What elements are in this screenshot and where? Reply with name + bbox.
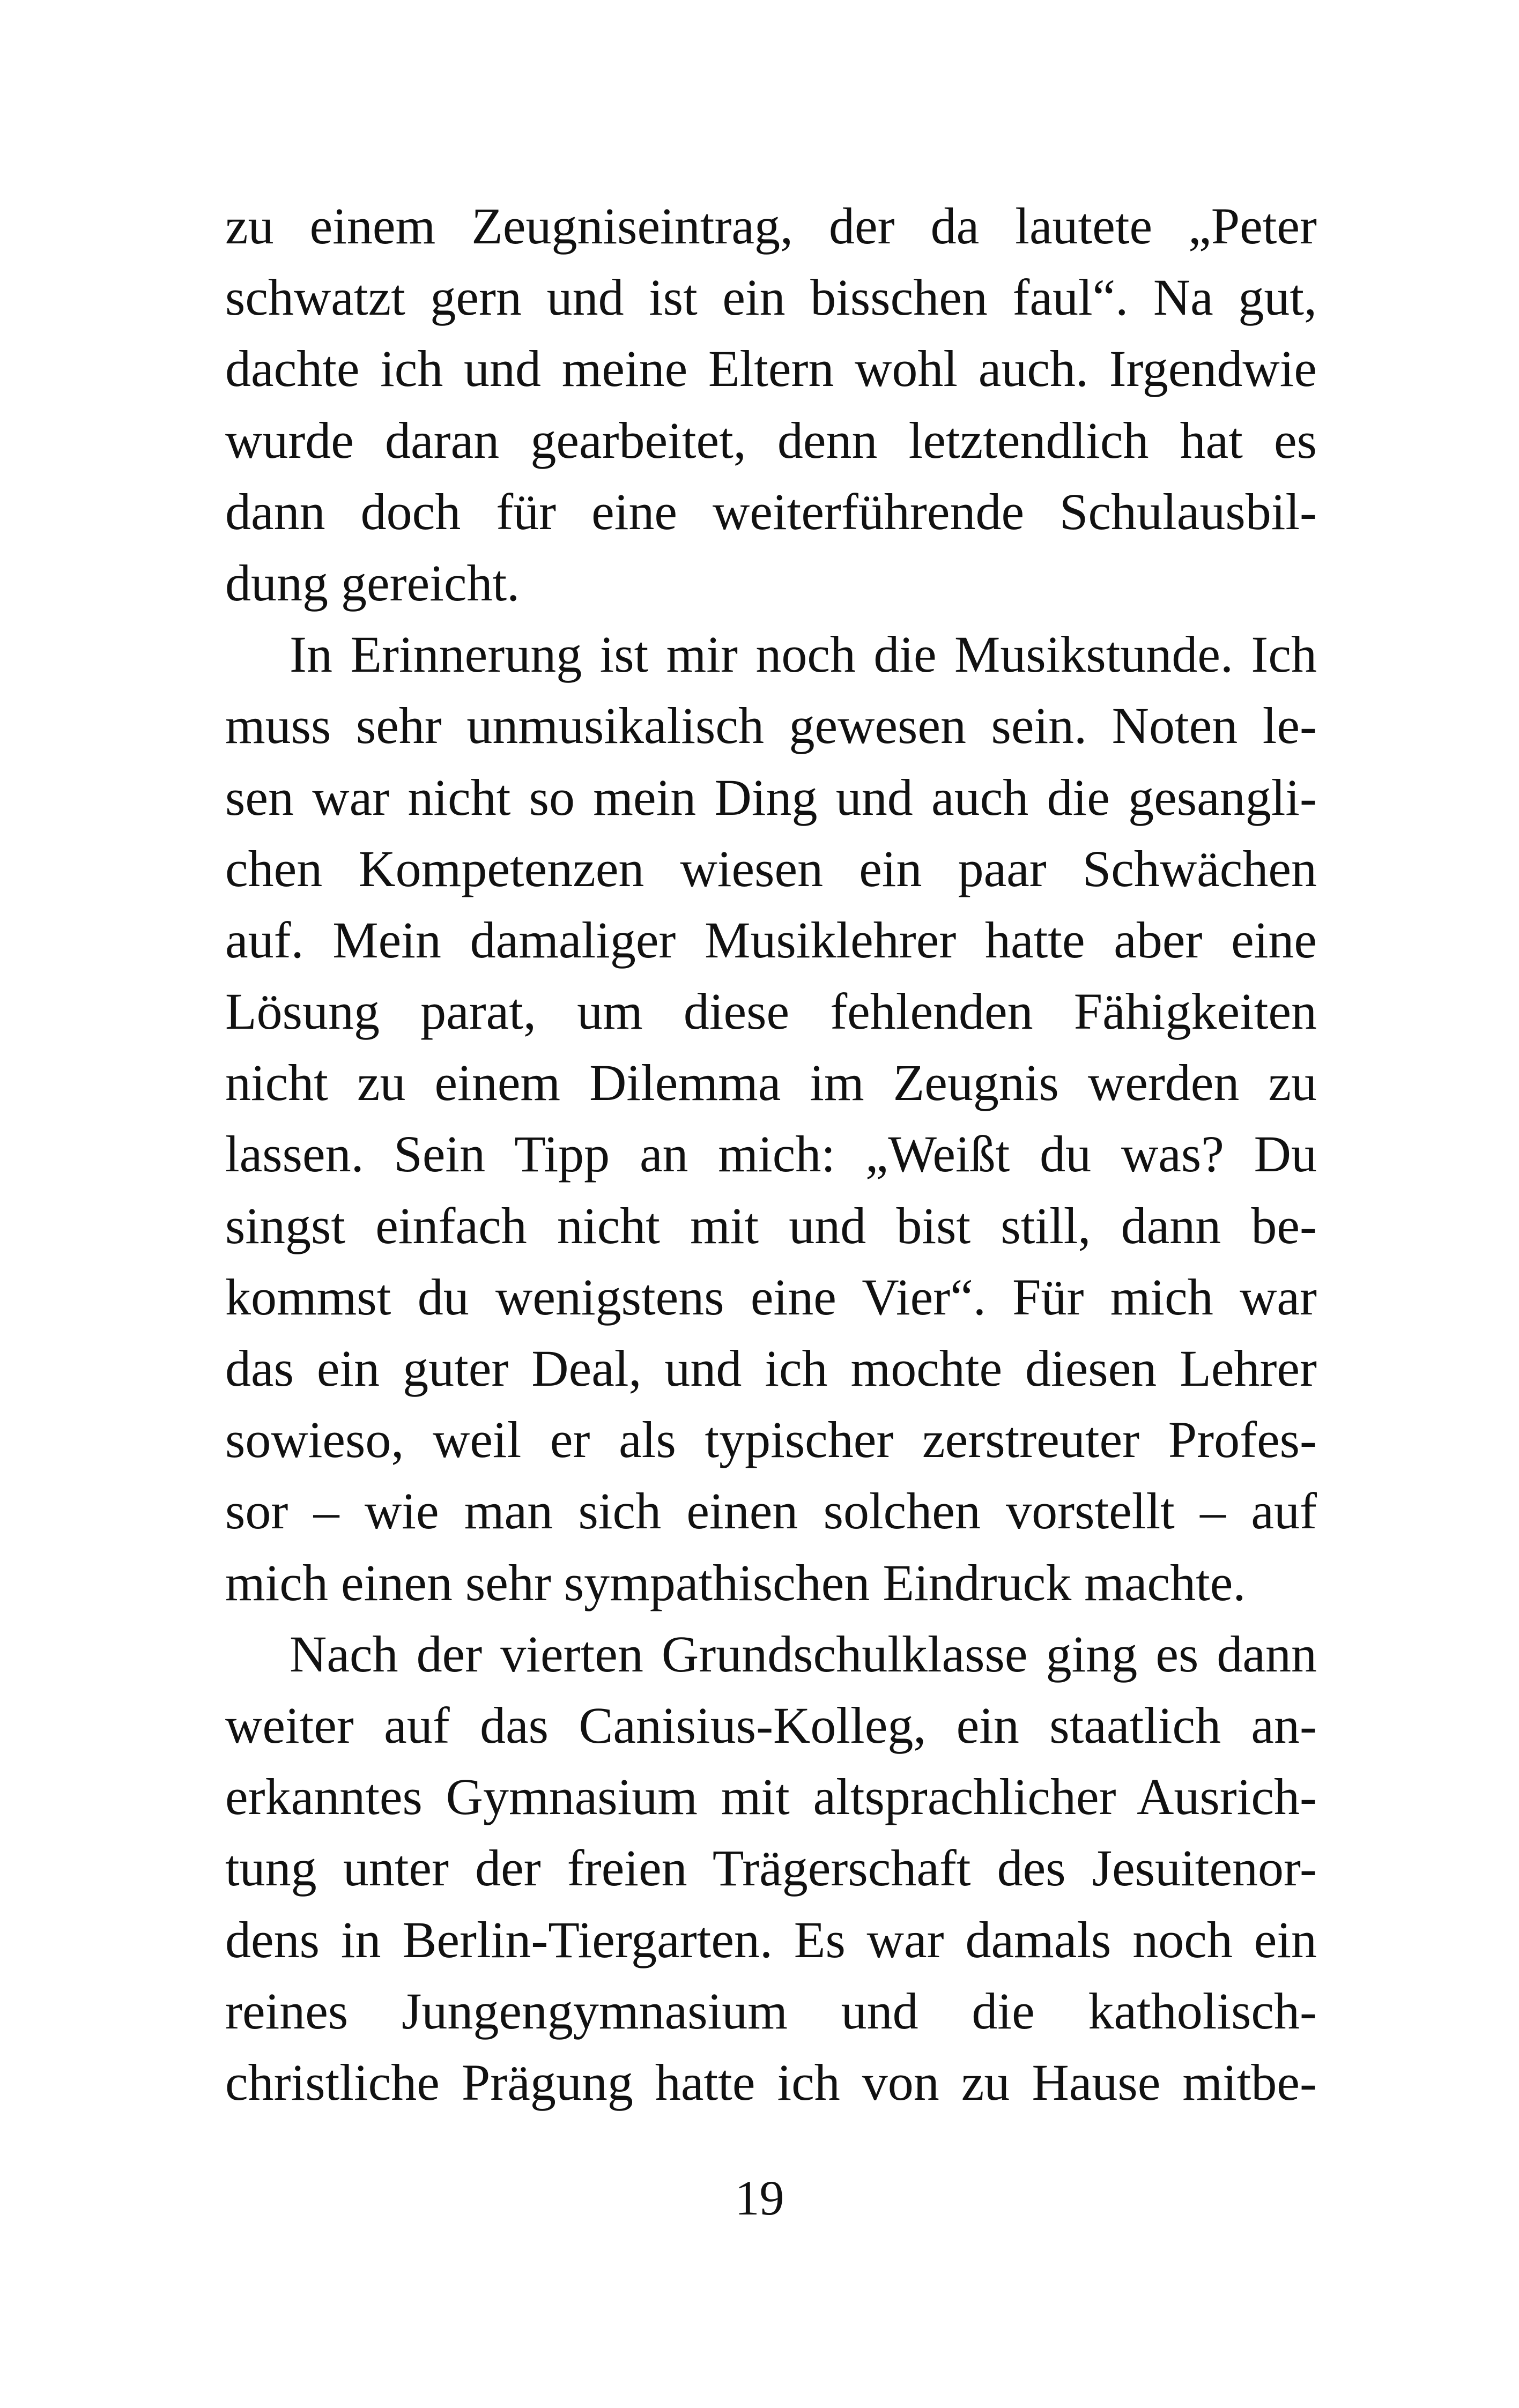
text-line: auf. Mein damaliger Musiklehrer hatte aber eine xyxy=(225,911,1317,969)
text-line: mich einen sehr sympathischen Eindruck machte. xyxy=(225,1554,1246,1611)
text-line: dann doch für eine weiterführende Schulausbil- xyxy=(225,482,1317,540)
text-line: schwatzt gern und ist ein bisschen faul“. Na gut, xyxy=(225,269,1317,326)
text-line: sowieso, weil er als typischer zerstreuter Profes- xyxy=(225,1411,1317,1469)
text-line: tung unter der freien Trägerschaft des Jesuitenor- xyxy=(225,1839,1317,1897)
text-line: christliche Prägung hatte ich von zu Hause mitbe- xyxy=(225,2053,1317,2111)
text-line: das ein guter Deal, und ich mochte diesen Lehrer xyxy=(225,1340,1317,1397)
text-line: zu einem Zeugniseintrag, der da lautete „Peter xyxy=(225,197,1317,255)
text-line: sor – wie man sich einen solchen vorstellt – auf xyxy=(225,1482,1317,1540)
text-line: chen Kompetenzen wiesen ein paar Schwächen xyxy=(225,839,1317,897)
text-line: kommst du wenigstens eine Vier“. Für mich war xyxy=(225,1268,1317,1326)
text-line: In Erinnerung ist mir noch die Musikstunde. Ich xyxy=(290,626,1317,683)
text-line: sen war nicht so mein Ding und auch die gesangli- xyxy=(225,768,1317,826)
text-line: erkanntes Gymnasium mit altsprachlicher Ausrich- xyxy=(225,1768,1317,1826)
text-line: muss sehr unmusikalisch gewesen sein. Noten le- xyxy=(225,697,1317,755)
text-line: dung gereicht. xyxy=(225,554,520,612)
text-line: Lösung parat, um diese fehlenden Fähigkeiten xyxy=(225,983,1317,1041)
text-line: dens in Berlin-Tiergarten. Es war damals noch ein xyxy=(225,1911,1317,1968)
text-line: singst einfach nicht mit und bist still, dann be- xyxy=(225,1196,1317,1254)
page-number: 19 xyxy=(735,2171,784,2225)
text-line: weiter auf das Canisius-Kolleg, ein staatlich an- xyxy=(225,1696,1317,1754)
text-line: dachte ich und meine Eltern wohl auch. Irgendwie xyxy=(225,340,1317,398)
text-line: lassen. Sein Tipp an mich: „Weißt du was? Du xyxy=(225,1125,1317,1183)
text-line: reines Jungengymnasium und die katholisch- xyxy=(225,1982,1317,2040)
body-text xyxy=(225,190,1317,2118)
text-line: wurde daran gearbeitet, denn letztendlich hat es xyxy=(225,411,1317,469)
text-line: Nach der vierten Grundschulklasse ging es dann xyxy=(290,1625,1317,1683)
text-line: nicht zu einem Dilemma im Zeugnis werden zu xyxy=(225,1054,1317,1112)
